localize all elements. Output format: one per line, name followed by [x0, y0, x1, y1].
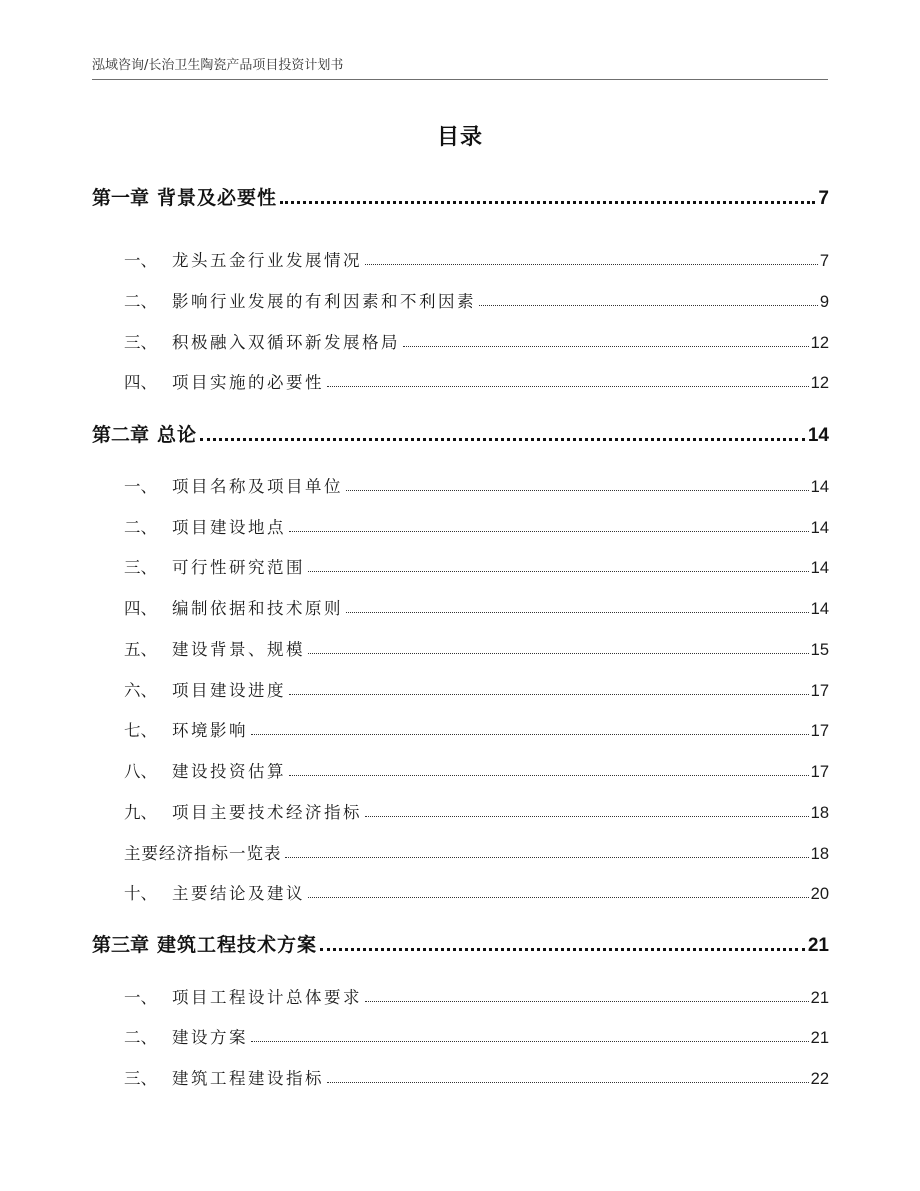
- toc-entry[interactable]: [124, 984, 829, 1008]
- toc-page-number: 14: [810, 600, 829, 618]
- toc-entry[interactable]: [124, 880, 829, 904]
- toc-leader: [346, 612, 809, 613]
- toc-leader: [200, 438, 805, 441]
- toc-number: 二、: [124, 1028, 157, 1047]
- toc-number: 二、: [124, 518, 157, 537]
- toc-page-number: 17: [810, 682, 829, 700]
- toc-chapter-2[interactable]: [92, 420, 829, 447]
- toc-leader: [251, 734, 809, 735]
- toc-label: 主要经济指标一览表: [124, 844, 282, 863]
- toc-entry[interactable]: [124, 717, 829, 741]
- toc-page-number: 7: [818, 188, 829, 209]
- toc-label: 背景及必要性: [157, 187, 278, 209]
- toc-chapter-3[interactable]: [92, 930, 829, 957]
- toc-page-number: 21: [810, 989, 829, 1007]
- toc-page-number: 18: [810, 845, 829, 863]
- toc-label: 编制依据和技术原则: [172, 599, 343, 618]
- toc-entry[interactable]: [124, 595, 829, 619]
- toc-number: 第一章: [92, 187, 150, 209]
- toc-page-number: 14: [810, 478, 829, 496]
- toc-label: 龙头五金行业发展情况: [172, 251, 362, 270]
- toc-leader: [280, 201, 815, 204]
- toc-number: 三、: [124, 558, 157, 577]
- toc-number: 三、: [124, 1069, 157, 1088]
- toc-number: 十、: [124, 884, 157, 903]
- toc-label: 项目建设地点: [172, 518, 286, 537]
- toc-leader: [289, 531, 809, 532]
- toc-entry[interactable]: [124, 288, 829, 312]
- toc-leader: [308, 653, 809, 654]
- toc-page-number: 18: [810, 804, 829, 822]
- toc-entry[interactable]: [124, 1024, 829, 1048]
- toc-leader: [365, 1001, 809, 1002]
- toc-label: 建设背景、规模: [172, 640, 305, 659]
- toc-entry[interactable]: [124, 369, 829, 393]
- toc-leader: [251, 1041, 809, 1042]
- toc-chapter-1[interactable]: [92, 183, 829, 210]
- toc-entry[interactable]: [124, 799, 829, 823]
- toc-entry[interactable]: [124, 473, 829, 497]
- toc-page-number: 12: [810, 374, 829, 392]
- toc-entry[interactable]: [124, 329, 829, 353]
- toc-entry[interactable]: [124, 758, 829, 782]
- toc-page-number: 17: [810, 763, 829, 781]
- toc-number: 四、: [124, 373, 157, 392]
- toc-label: 项目实施的必要性: [172, 373, 324, 392]
- toc-leader: [289, 694, 809, 695]
- toc-entry[interactable]: [124, 636, 829, 660]
- toc-page-number: 20: [810, 885, 829, 903]
- toc-leader: [327, 386, 809, 387]
- toc-page-number: 7: [819, 252, 829, 270]
- toc-label: 项目主要技术经济指标: [172, 803, 362, 822]
- toc-number: 第三章: [92, 934, 150, 956]
- toc-entry-table[interactable]: [124, 840, 829, 864]
- toc-leader: [365, 264, 818, 265]
- toc-page-number: 14: [810, 519, 829, 537]
- toc-entry[interactable]: [124, 247, 829, 271]
- toc-page-number: 22: [810, 1070, 829, 1088]
- toc-page-number: 15: [810, 641, 829, 659]
- toc-entry[interactable]: [124, 554, 829, 578]
- toc-leader: [346, 490, 809, 491]
- toc-number: 一、: [124, 988, 157, 1007]
- page-title: 目录: [436, 125, 483, 150]
- toc-label: 积极融入双循环新发展格局: [172, 333, 400, 352]
- toc-label: 项目名称及项目单位: [172, 477, 343, 496]
- toc-label: 可行性研究范围: [172, 558, 305, 577]
- toc-page-number: 9: [819, 293, 829, 311]
- toc-number: 一、: [124, 251, 157, 270]
- toc-leader: [289, 775, 809, 776]
- toc-entry[interactable]: [124, 677, 829, 701]
- toc-page-number: 14: [807, 425, 829, 446]
- toc-label: 建设方案: [172, 1028, 248, 1047]
- toc-leader: [320, 948, 805, 951]
- toc-label: 项目建设进度: [172, 681, 286, 700]
- toc-leader: [365, 816, 809, 817]
- toc-entry[interactable]: [124, 514, 829, 538]
- toc-number: 第二章: [92, 424, 150, 446]
- toc-leader: [479, 305, 818, 306]
- toc-number: 二、: [124, 292, 157, 311]
- toc-number: 九、: [124, 803, 157, 822]
- toc-label: 建筑工程技术方案: [157, 934, 318, 956]
- toc-number: 七、: [124, 721, 157, 740]
- toc-number: 八、: [124, 762, 157, 781]
- toc-label: 环境影响: [172, 721, 248, 740]
- toc-page-number: 17: [810, 722, 829, 740]
- toc-label: 影响行业发展的有利因素和不利因素: [172, 292, 476, 311]
- toc-leader: [285, 857, 809, 858]
- toc-label: 主要结论及建议: [172, 884, 305, 903]
- running-header: 泓域咨询/长治卫生陶瓷产品项目投资计划书: [92, 58, 344, 73]
- toc-number: 四、: [124, 599, 157, 618]
- toc-page-number: 21: [807, 935, 829, 956]
- toc-entry[interactable]: [124, 1065, 829, 1089]
- toc-number: 六、: [124, 681, 157, 700]
- toc-number: 一、: [124, 477, 157, 496]
- toc-leader: [327, 1082, 809, 1083]
- toc-page-number: 21: [810, 1029, 829, 1047]
- toc-number: 五、: [124, 640, 157, 659]
- toc-label: 总论: [157, 424, 198, 446]
- toc-page-number: 12: [810, 334, 829, 352]
- toc-leader: [403, 346, 809, 347]
- toc-page-number: 14: [810, 559, 829, 577]
- toc-leader: [308, 897, 809, 898]
- toc-label: 建筑工程建设指标: [172, 1069, 324, 1088]
- toc-label: 建设投资估算: [172, 762, 286, 781]
- toc-label: 项目工程设计总体要求: [172, 988, 362, 1007]
- toc-leader: [308, 571, 809, 572]
- toc-number: 三、: [124, 333, 157, 352]
